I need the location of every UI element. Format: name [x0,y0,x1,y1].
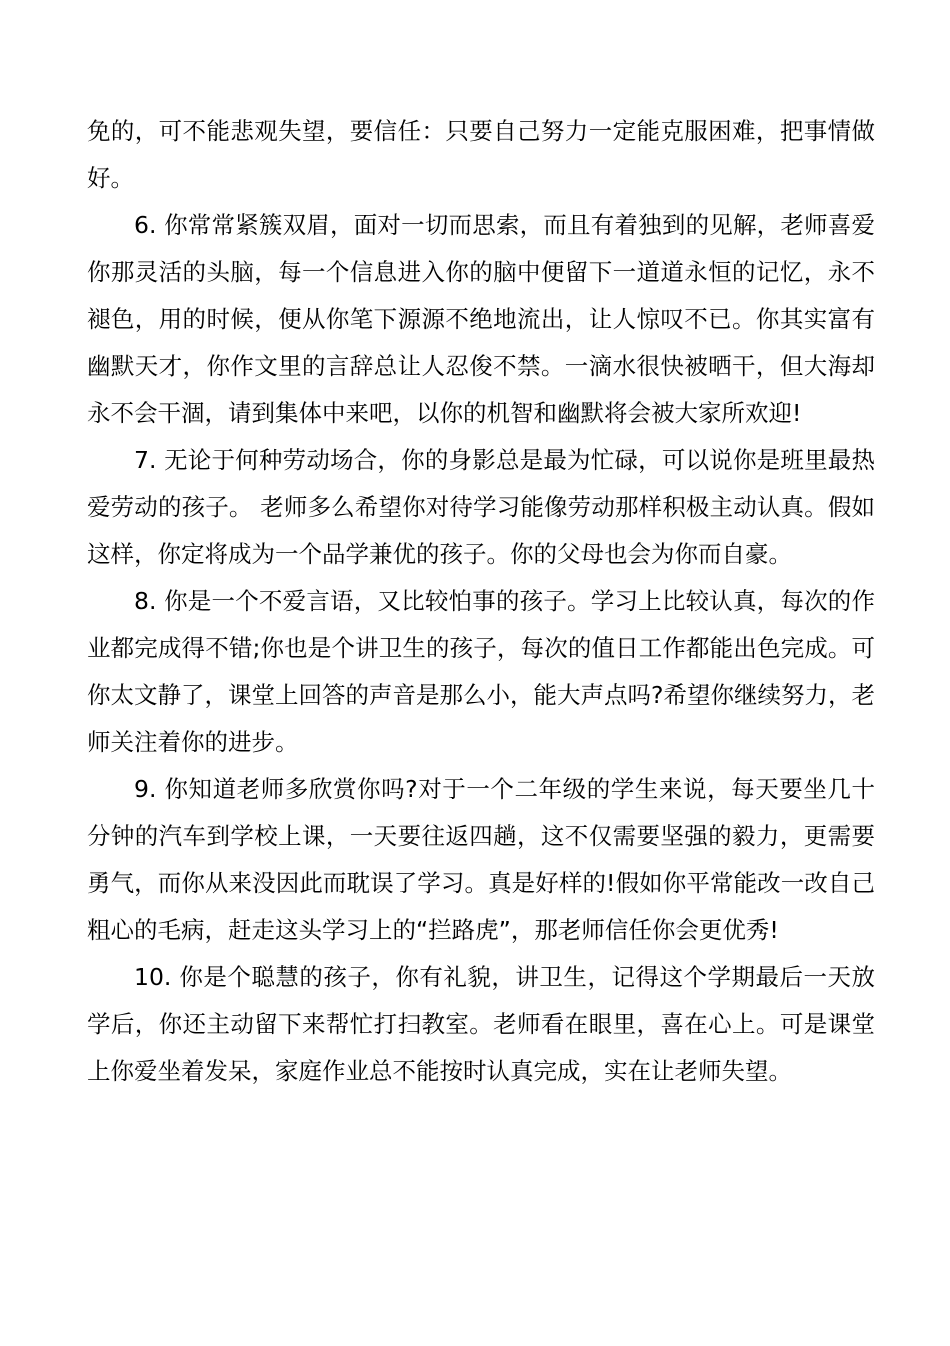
paragraph-comment-6: 6. 你常常紧簇双眉，面对一切而思索，而且有着独到的见解，老师喜爱你那灵活的头脑，每一个信息进入你的脑中便留下一道道永恒的记忆，永不褪色，用的时候，便从你笔下源源不绝地流出，让人惊叹不已。你其实富有幽默天才，你作文里的言辞总让人忍俊不禁。一滴水很快被晒干，但大海却永不会干涸，请到集体中来吧，以你的机智和幽默将会被大家所欢迎! [87,211,875,427]
paragraph-comment-10: 10. 你是个聪慧的孩子，你有礼貌，讲卫生，记得这个学期最后一天放学后，你还主动留下来帮忙打扫教室。老师看在眼里，喜在心上。可是课堂上你爱坐着发呆，家庭作业总不能按时认真完成，实在让老师失望。 [87,963,875,1085]
paragraph-comment-7: 7. 无论于何种劳动场合，你的身影总是最为忙碌，可以说你是班里最热爱劳动的孩子。 老师多么希望你对待学习能像劳动那样积极主动认真。假如这样，你定将成为一个品学兼优的孩子。你的父母也会为你而自豪。 [87,446,875,568]
paragraph-comment-9: 9. 你知道老师多欣赏你吗?对于一个二年级的学生来说，每天要坐几十分钟的汽车到学校上课，一天要往返四趟，这不仅需要坚强的毅力，更需要勇气，而你从来没因此而耽误了学习。真是好样的!假如你平常能改一改自己粗心的毛病，赶走这头学习上的“拦路虎”，那老师信任你会更优秀! [87,775,875,944]
document-body [87,108,875,1095]
paragraph-comment-8: 8. 你是一个不爱言语，又比较怕事的孩子。学习上比较认真，每次的作业都完成得不错;你也是个讲卫生的孩子，每次的值日工作都能出色完成。可你太文静了，课堂上回答的声音是那么小，能大声点吗?希望你继续努力，老师关注着你的进步。 [87,587,875,756]
paragraph-continuation: 免的，可不能悲观失望，要信任：只要自己努力一定能克服困难，把事情做好。 [87,117,875,192]
